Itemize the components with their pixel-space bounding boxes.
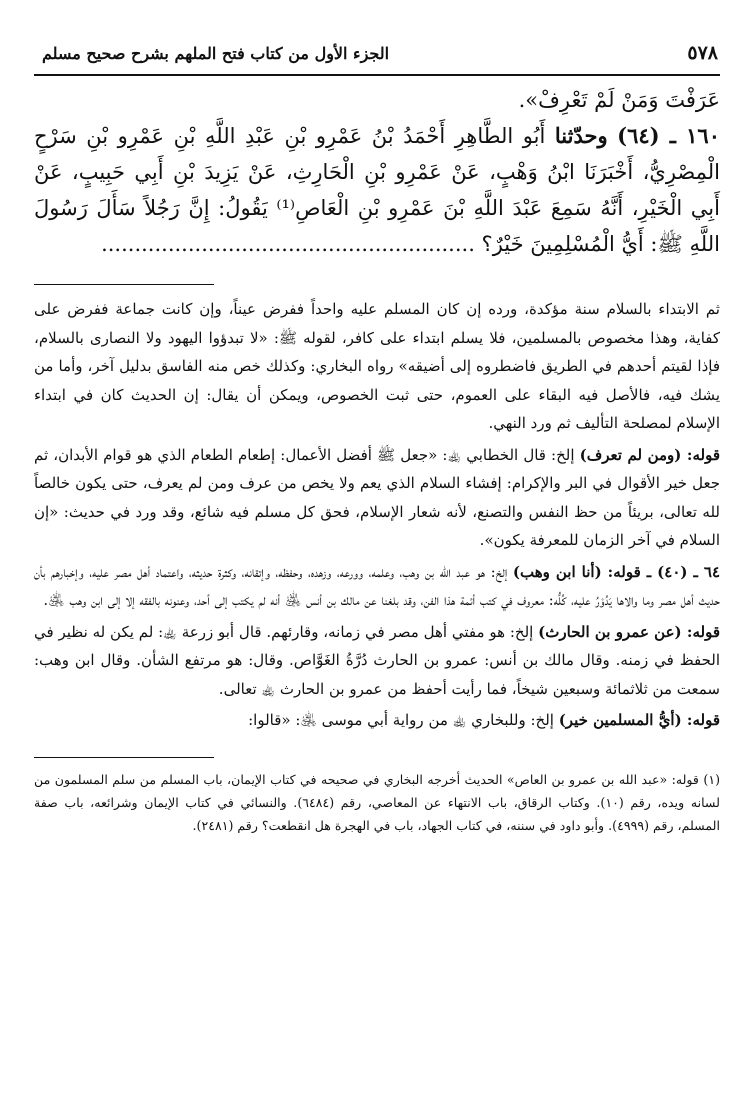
page — [34, 40, 720, 837]
footnote-divider — [34, 757, 214, 758]
commentary-block — [34, 295, 720, 735]
running-title: الجزء الأول من كتاب فتح الملهم بشرح صحيح مسلم — [42, 44, 390, 63]
commentary-paragraph-2 — [34, 441, 720, 555]
commentary-keyword-2: قوله: (ومن لم تعرف) — [579, 445, 720, 464]
hadith-block — [34, 82, 720, 262]
page-header — [34, 40, 720, 76]
page-number: ٥٧٨ — [687, 42, 718, 64]
commentary-divider — [34, 284, 214, 285]
commentary-keyword-4: قوله: (عن عمرو بن الحارث) — [538, 622, 720, 641]
hadith-opening: وحدّثنا — [554, 123, 608, 148]
hadith-number: ١٦٠ ـ (٦٤) — [617, 123, 720, 148]
footnote-1: (١) قوله: «عبد الله بن عمرو بن العاص» الحديث أخرجه البخاري في صحيحه في كتاب الإيمان، باب المسلم من سلم المسلمون من لسانه ويده، رقم (١٠). وكتاب الرقاق، باب الانتهاء عن المعاصي، رقم (٦٤٨٤). والنسائي في كتاب الإيمان وشرائعه، باب صفة المسلم، رقم (٤٩٩٩). وأبو داود في سننه، في كتاب الجهاد، باب في الهجرة هل انقطعت؟ رقم (٢٤٨١). — [34, 771, 720, 833]
commentary-text-5: إلخ: وللبخاري ﵀ من رواية أبي موسى ﵁: «قالوا: — [248, 711, 559, 729]
hadith-continuation: عَرَفْتَ وَمَنْ لَمْ تَعْرِفْ». — [518, 88, 720, 112]
commentary-paragraph-4 — [34, 618, 720, 704]
commentary-keyword-5: قوله: (أيُّ المسلمين خير) — [558, 711, 720, 729]
commentary-paragraph-5 — [34, 706, 720, 735]
commentary-text-3: إلخ: هو عبد الله بن وهب، وعلمه، وورعه، وزهده، وحفظه، وإتقانه، وكثرة حديثه، واعتماد أهل مصر عليه، وإخبارهم بأن حديث أهل مصر وما والاها يَدُوْرُ عليه، كُلُّه: معروف في كتب أئمة هذا الفن، وقد بلغنا عن مالك بن أنس ﵁ أنه لم يكتب إلى أحد، وعنونه بالفقه إلا إلى ابن وهب ﵁. — [34, 562, 720, 609]
footnotes-block — [34, 768, 720, 837]
hadith-paragraph — [34, 118, 720, 262]
hadith-text: أَبُو الطَّاهِرِ أَحْمَدُ بْنُ عَمْرِو بْنِ عَبْدِ اللَّهِ بْنِ عَمْرِو بْنِ سَرْحٍ الْمِصْرِيُّ، أَخْبَرَنَا ابْنُ وَهْبٍ، عَنْ عَمْرِو بْنِ الْحَارِثِ، عَنْ يَزِيدَ بْنِ أَبِي حَبِيبٍ، عَنْ أَبِي الْخَيْرِ، أَنَّهُ سَمِعَ عَبْدَ اللَّهِ بْنَ عَمْرِو بْنِ الْعَاصِ⁽¹⁾ يَقُولُ: إِنَّ رَجُلاً سَأَلَ رَسُولَ اللَّهِ ﷺ: أَيُّ الْمُسْلِمِينَ خَيْرٌ؟ ........................................................ — [34, 124, 720, 256]
commentary-text-2: إلخ: قال الخطابي ﵀: «جعل ﷺ أفضل الأعمال: إطعام الطعام الذي هو قوام الأبدان، ثم جعل خير الأقوال في البر والإكرام: إفشاء السلام الذي يعم ولا يخص من عرف ومن لم يعرف، حتى يكون خالصاً لله تعالى، بريئاً من حظ النفس والتصنع، لأنه شعار الإسلام، فحق كل مسلم فيه شائع، وقد ورد في حديث: «إن السلام في آخر الزمان للمعرفة يكون». — [34, 445, 720, 549]
commentary-keyword-3: ٦٤ ـ (٤٠) ـ قوله: (أنا ابن وهب) — [512, 562, 721, 581]
commentary-text-4: إلخ: هو مفتي أهل مصر في زمانه، وقارئهم. قال أبو زرعة ﵀: لم يكن له نظير في الحفظ في زمنه. وقال مالك بن أنس: عمرو بن الحارث دُرَّةُ الغَوَّاص. وقال: هو مرتفع الشأن. وقال ابن وهب: سمعت من ثلاثمائة وسبعين شيخاً، فما رأيت أحفظ من عمرو بن الحارث ﵀ تعالى. — [34, 622, 720, 698]
commentary-paragraph-1: ثم الابتداء بالسلام سنة مؤكدة، ورده إن كان المسلم عليه واحداً ففرض عيناً، وإن كانت جماعة ففرض على كفاية، وهذا مخصوص بالمسلمين، فلا يسلم ابتداء على كافر، لقوله ﷺ: «لا تبدؤوا اليهود ولا النصارى بالسلام، فإذا لقيتم أحدهم في الطريق فاضطروه إلى أضيقه» رواه البخاري: وكذلك خص منه الفاسق بدليل آخر، وأما من يشك فيه، فالأصل فيه البقاء على العموم، حتى ثبت الخصوص، ويمكن أن يقال: إن الحديث كان في ابتداء الإسلام لمصلحة التأليف ثم ورد النهي. — [34, 300, 720, 432]
commentary-paragraph-3 — [34, 558, 720, 615]
